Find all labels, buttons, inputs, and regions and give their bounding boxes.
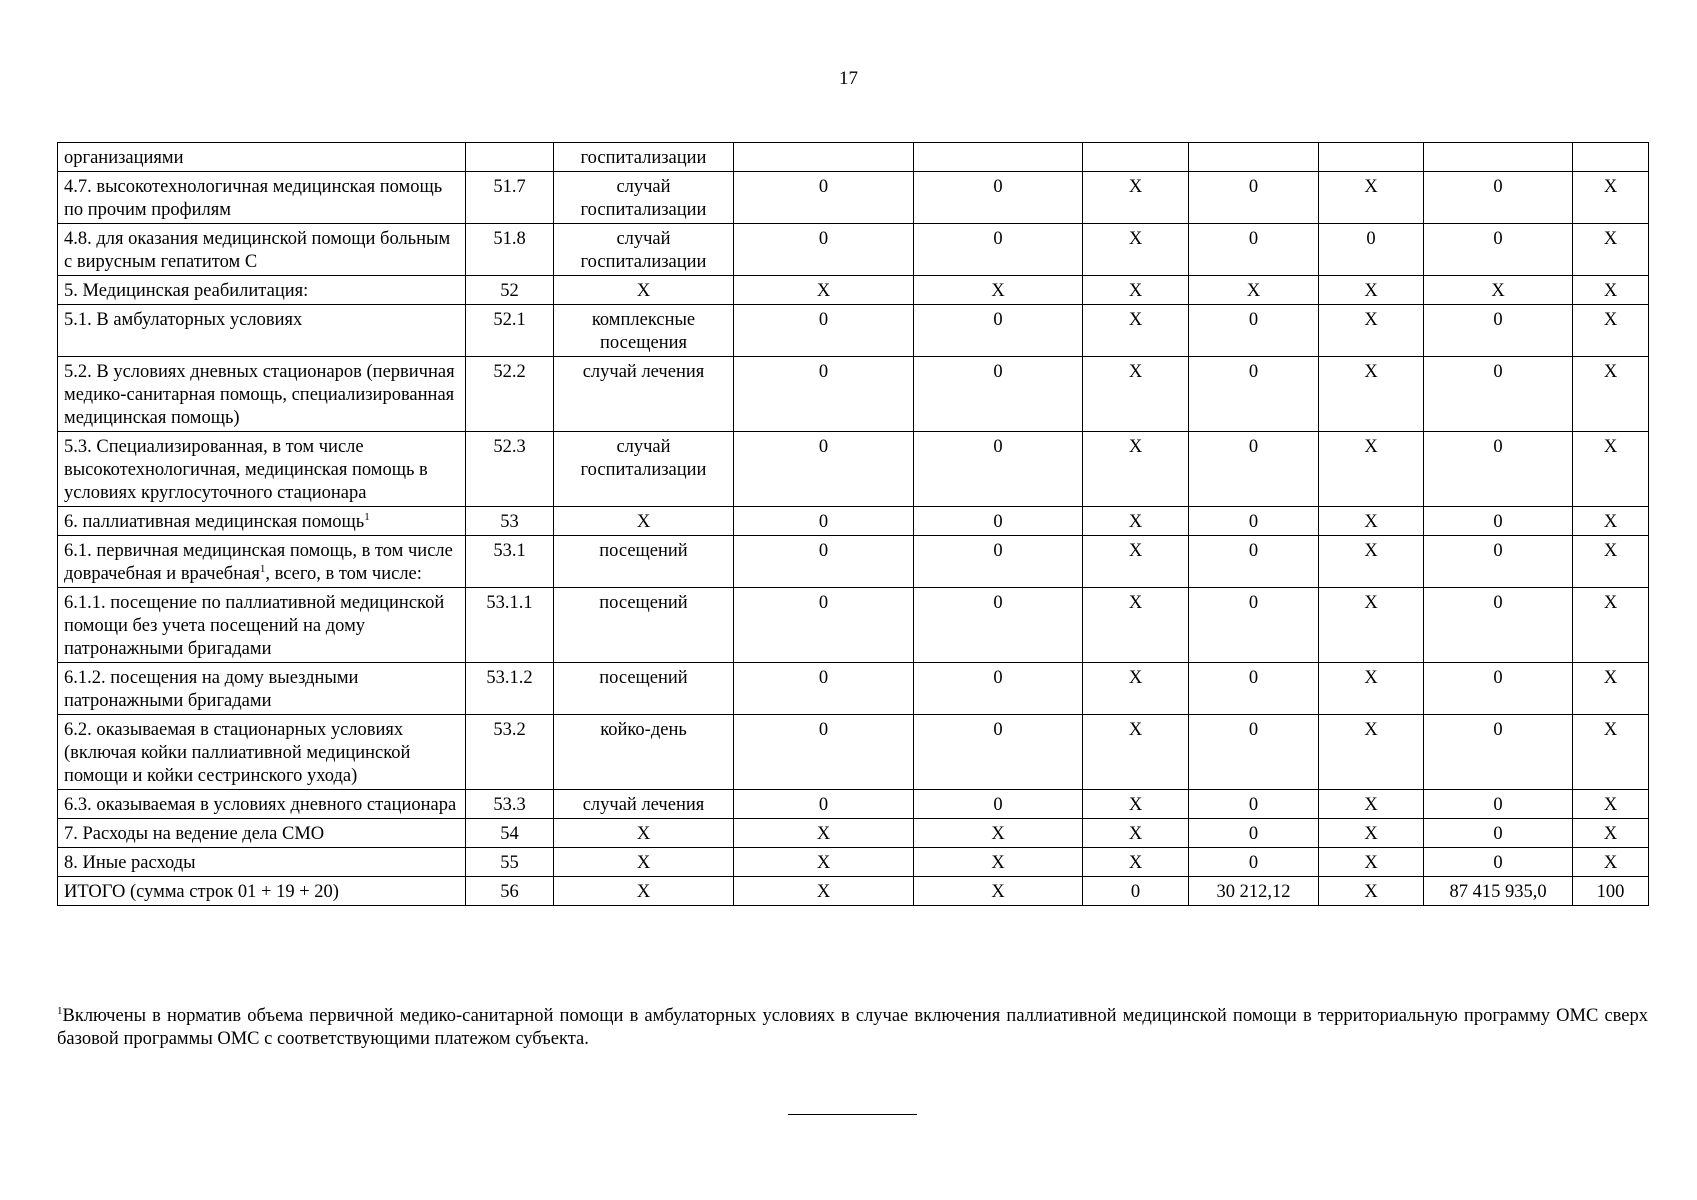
- row-label-cell: 8. Иные расходы: [58, 848, 466, 877]
- table-cell: 56: [466, 877, 554, 906]
- table-cell: 0: [1424, 848, 1573, 877]
- table-row: [58, 663, 1649, 715]
- table-cell: 53: [466, 507, 554, 536]
- table-cell: 0: [1424, 357, 1573, 432]
- footnote: $^1$Включены в норматив объема первичной медико-санитарной помощи в амбулаторных условиях в случае включения паллиативной медицинской помощи в территориальную программу ОМС сверх базовой программы ОМС с соответствующими платежом субъекта.: [57, 1004, 1648, 1049]
- footnote-separator-line: [788, 1114, 917, 1115]
- table-cell: случай лечения: [554, 790, 734, 819]
- table-cell: 52.2: [466, 357, 554, 432]
- table-cell: X: [1319, 663, 1424, 715]
- table-cell: X: [914, 819, 1083, 848]
- table-cell: X: [1573, 305, 1649, 357]
- table-cell: X: [1083, 536, 1189, 588]
- table-cell: 0: [734, 507, 914, 536]
- table-cell: X: [1083, 507, 1189, 536]
- table-cell: X: [1319, 790, 1424, 819]
- table-cell: X: [1573, 172, 1649, 224]
- table-cell: X: [734, 276, 914, 305]
- table-cell: 0: [1424, 305, 1573, 357]
- table-cell: 0: [1189, 819, 1319, 848]
- table-cell: X: [554, 848, 734, 877]
- table-cell: X: [1083, 432, 1189, 507]
- table-cell: 51.8: [466, 224, 554, 276]
- table-cell: 53.1: [466, 536, 554, 588]
- table-cell: 100: [1573, 877, 1649, 906]
- table-cell: X: [1573, 848, 1649, 877]
- table-cell: 0: [1319, 224, 1424, 276]
- table-cell: посещений: [554, 588, 734, 663]
- row-label-cell: 5. Медицинская реабилитация:: [58, 276, 466, 305]
- table-cell: 87 415 935,0: [1424, 877, 1573, 906]
- table-cell: [1319, 143, 1424, 172]
- table-cell: 0: [1424, 536, 1573, 588]
- table-cell: X: [1083, 790, 1189, 819]
- table-cell: X: [1319, 172, 1424, 224]
- table-cell: [1189, 143, 1319, 172]
- table-cell: 0: [734, 357, 914, 432]
- table-cell: 0: [734, 588, 914, 663]
- table-cell: X: [1573, 432, 1649, 507]
- table-cell: случай госпитализации: [554, 432, 734, 507]
- table-cell: госпитализации: [554, 143, 734, 172]
- row-label-cell: 7. Расходы на ведение дела СМО: [58, 819, 466, 848]
- table-cell: X: [1573, 819, 1649, 848]
- table-cell: X: [914, 276, 1083, 305]
- table-cell: 0: [734, 790, 914, 819]
- table-cell: X: [1573, 357, 1649, 432]
- table-row: [58, 357, 1649, 432]
- table-cell: X: [1083, 305, 1189, 357]
- row-label-cell: 4.7. высокотехнологичная медицинская помощь по прочим профилям: [58, 172, 466, 224]
- table-cell: комплексные посещения: [554, 305, 734, 357]
- table-cell: X: [1083, 663, 1189, 715]
- table-cell: X: [1319, 432, 1424, 507]
- data-table: [57, 142, 1649, 906]
- table-cell: 53.3: [466, 790, 554, 819]
- table-cell: X: [1319, 357, 1424, 432]
- table-cell: [1573, 143, 1649, 172]
- table-row: [58, 224, 1649, 276]
- table-cell: 0: [914, 507, 1083, 536]
- table-cell: X: [734, 848, 914, 877]
- table-cell: случай госпитализации: [554, 172, 734, 224]
- table-cell: X: [1573, 224, 1649, 276]
- table-cell: [734, 143, 914, 172]
- table-cell: 0: [914, 172, 1083, 224]
- table-row: [58, 848, 1649, 877]
- table-row: [58, 143, 1649, 172]
- table-cell: посещений: [554, 663, 734, 715]
- table-row: [58, 305, 1649, 357]
- table-cell: 0: [1189, 432, 1319, 507]
- table-row: [58, 276, 1649, 305]
- table-cell: койко-день: [554, 715, 734, 790]
- table-cell: 52: [466, 276, 554, 305]
- table-row: [58, 819, 1649, 848]
- table-cell: 51.7: [466, 172, 554, 224]
- table-cell: X: [1319, 715, 1424, 790]
- table-cell: X: [1083, 588, 1189, 663]
- table-cell: X: [914, 877, 1083, 906]
- table-cell: X: [1573, 588, 1649, 663]
- table-cell: X: [554, 877, 734, 906]
- row-label-cell: ИТОГО (сумма строк 01 + 19 + 20): [58, 877, 466, 906]
- table-cell: X: [1319, 848, 1424, 877]
- table-cell: 0: [1189, 790, 1319, 819]
- table-row: [58, 507, 1649, 536]
- table-row: [58, 877, 1649, 906]
- table-cell: 0: [1424, 588, 1573, 663]
- table-cell: 0: [1189, 507, 1319, 536]
- table-cell: 0: [734, 172, 914, 224]
- table-cell: 0: [734, 224, 914, 276]
- table-cell: 52.3: [466, 432, 554, 507]
- table-cell: [1083, 143, 1189, 172]
- table-cell: X: [914, 848, 1083, 877]
- table-cell: X: [554, 507, 734, 536]
- table-cell: X: [554, 819, 734, 848]
- table-cell: 0: [1083, 877, 1189, 906]
- table-cell: 0: [914, 432, 1083, 507]
- table-cell: 0: [1189, 848, 1319, 877]
- table-cell: X: [1189, 276, 1319, 305]
- table-cell: X: [1083, 848, 1189, 877]
- table-cell: 0: [914, 357, 1083, 432]
- table-cell: посещений: [554, 536, 734, 588]
- table-cell: 0: [1189, 536, 1319, 588]
- table-cell: 0: [1189, 305, 1319, 357]
- row-label-cell: 6.3. оказываемая в условиях дневного стационара: [58, 790, 466, 819]
- table-cell: 0: [1189, 357, 1319, 432]
- row-label-cell: 5.1. В амбулаторных условиях: [58, 305, 466, 357]
- table-cell: X: [1573, 276, 1649, 305]
- row-label-cell: 6. паллиативная медицинская помощь$^1$: [58, 507, 466, 536]
- table-cell: X: [1573, 663, 1649, 715]
- table-cell: 55: [466, 848, 554, 877]
- table-cell: 0: [1189, 715, 1319, 790]
- row-label-cell: 6.1.1. посещение по паллиативной медицинской помощи без учета посещений на дому патронажными бригадами: [58, 588, 466, 663]
- table-cell: 0: [1424, 172, 1573, 224]
- table-cell: 0: [1424, 507, 1573, 536]
- table-cell: 53.1.1: [466, 588, 554, 663]
- table-cell: 0: [914, 663, 1083, 715]
- table-cell: 53.1.2: [466, 663, 554, 715]
- table-cell: 0: [1189, 172, 1319, 224]
- table-cell: 0: [1189, 224, 1319, 276]
- table-cell: X: [734, 819, 914, 848]
- table-cell: X: [1319, 819, 1424, 848]
- table-cell: X: [1573, 507, 1649, 536]
- row-label-cell: организациями: [58, 143, 466, 172]
- table-cell: X: [1319, 305, 1424, 357]
- page-number: 17: [839, 68, 858, 89]
- table-cell: 30 212,12: [1189, 877, 1319, 906]
- table-row: [58, 536, 1649, 588]
- table-cell: X: [1573, 790, 1649, 819]
- table-cell: X: [1319, 536, 1424, 588]
- table-cell: 0: [1189, 663, 1319, 715]
- table-cell: X: [1319, 877, 1424, 906]
- table-cell: 0: [734, 432, 914, 507]
- table-cell: X: [1083, 172, 1189, 224]
- table-cell: X: [1083, 819, 1189, 848]
- table-cell: случай госпитализации: [554, 224, 734, 276]
- row-label-cell: 6.1. первичная медицинская помощь, в том числе доврачебная и врачебная$^1$, всего, в том числе:: [58, 536, 466, 588]
- table-cell: 52.1: [466, 305, 554, 357]
- table-cell: [466, 143, 554, 172]
- row-label-cell: 5.3. Специализированная, в том числе высокотехнологичная, медицинская помощь в условиях круглосуточного стационара: [58, 432, 466, 507]
- table-cell: 0: [1424, 663, 1573, 715]
- table-cell: X: [1083, 715, 1189, 790]
- table-cell: 0: [734, 715, 914, 790]
- table-row: [58, 790, 1649, 819]
- table-cell: 0: [1424, 819, 1573, 848]
- table-cell: X: [554, 276, 734, 305]
- table-cell: 0: [734, 663, 914, 715]
- table-cell: X: [1319, 276, 1424, 305]
- table-cell: X: [1424, 276, 1573, 305]
- table-cell: 0: [914, 588, 1083, 663]
- table-cell: 0: [914, 536, 1083, 588]
- table-cell: 0: [914, 790, 1083, 819]
- table-cell: X: [734, 877, 914, 906]
- table-row: [58, 715, 1649, 790]
- table-cell: X: [1573, 715, 1649, 790]
- table-cell: 54: [466, 819, 554, 848]
- row-label-cell: 5.2. В условиях дневных стационаров (первичная медико-санитарная помощь, специализированная медицинская помощь): [58, 357, 466, 432]
- table-row: [58, 432, 1649, 507]
- table-cell: X: [1083, 276, 1189, 305]
- row-label-cell: 6.2. оказываемая в стационарных условиях (включая койки паллиативной медицинской помощи и койки сестринского ухода): [58, 715, 466, 790]
- table-cell: 0: [1189, 588, 1319, 663]
- table-cell: 0: [734, 536, 914, 588]
- table-cell: 53.2: [466, 715, 554, 790]
- table-cell: X: [1083, 357, 1189, 432]
- table-cell: 0: [914, 715, 1083, 790]
- table-cell: 0: [1424, 432, 1573, 507]
- table-cell: 0: [1424, 224, 1573, 276]
- table-cell: 0: [1424, 790, 1573, 819]
- table-cell: X: [1319, 507, 1424, 536]
- table-cell: X: [1573, 536, 1649, 588]
- table-cell: 0: [914, 224, 1083, 276]
- table-cell: [914, 143, 1083, 172]
- table-cell: 0: [914, 305, 1083, 357]
- table-row: [58, 172, 1649, 224]
- row-label-cell: 6.1.2. посещения на дому выездными патронажными бригадами: [58, 663, 466, 715]
- table-cell: 0: [1424, 715, 1573, 790]
- table-cell: X: [1319, 588, 1424, 663]
- table-cell: [1424, 143, 1573, 172]
- table-cell: X: [1083, 224, 1189, 276]
- table-cell: случай лечения: [554, 357, 734, 432]
- table-row: [58, 588, 1649, 663]
- table-cell: 0: [734, 305, 914, 357]
- row-label-cell: 4.8. для оказания медицинской помощи больным с вирусным гепатитом С: [58, 224, 466, 276]
